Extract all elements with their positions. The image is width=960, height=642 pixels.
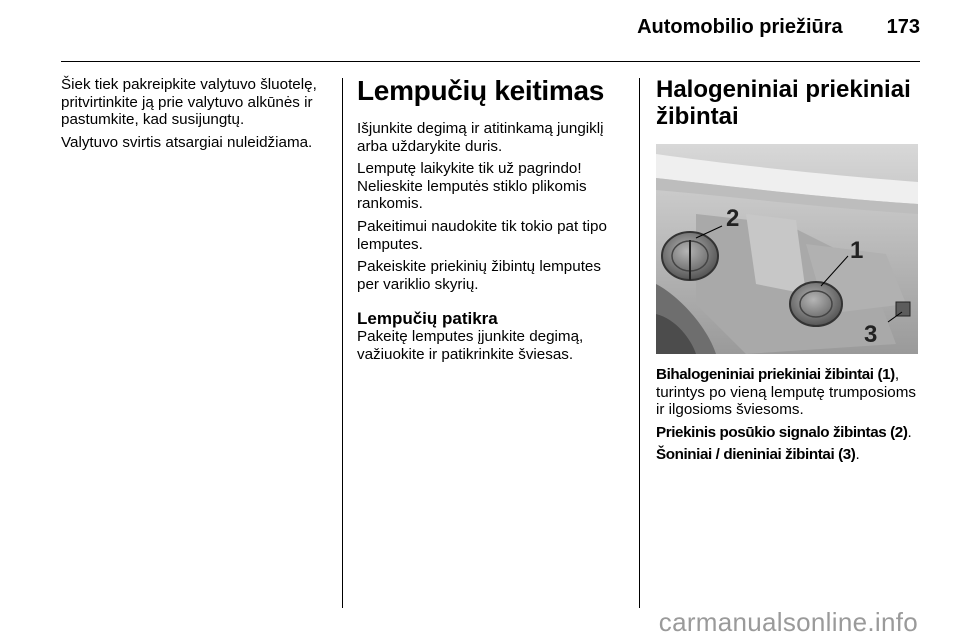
headlamp-photo <box>656 144 918 354</box>
header-rule <box>61 61 920 62</box>
callout-3: 3 <box>864 321 878 348</box>
caption-strong: Bihalogeniniai priekiniai žibintai (1) <box>656 366 895 383</box>
paragraph: Pakeitimui naudokite tik tokio pat tipo lemputes. <box>357 217 607 253</box>
callout-2: 2 <box>726 205 740 232</box>
column-2 <box>357 76 627 369</box>
column-divider-1 <box>342 78 343 608</box>
caption-text: , turintys po vieną lemputę trumposioms ir ilgosioms šviesoms. <box>656 366 916 419</box>
paragraph: Pakeiskite priekinių žibintų lemputes per variklio skyrių. <box>357 258 601 293</box>
caption-item-2 <box>656 424 920 442</box>
sub-heading: Lempučių patikra <box>357 309 498 329</box>
callout-1: 1 <box>850 237 864 264</box>
column-divider-2 <box>639 78 640 608</box>
paragraph: Išjunkite degimą ir atitinkamą jungiklį arba uždarykite duris. <box>357 120 604 155</box>
paragraph: Pakeitę lemputes įjunkite degimą, važiuokite ir patikrinkite šviesas. <box>357 328 584 363</box>
watermark: carmanualsonline.info <box>658 607 918 637</box>
caption-strong: Šoniniai / dieniniai žibintai (3) <box>656 446 856 464</box>
caption-text: . <box>907 423 912 441</box>
caption-text: . <box>855 446 860 464</box>
paragraph: Lemputę laikykite tik už pagrindo! Nelieskite lemputės stiklo plikomis rankomis. <box>357 160 587 213</box>
section-heading: Lempučių keitimas <box>357 75 604 106</box>
column-3 <box>656 76 920 469</box>
caption-strong: Priekinis posūkio signalo žibintas (2) <box>656 423 908 441</box>
paragraph: Valytuvo svirtis atsargiai nuleidžiama. <box>61 133 313 151</box>
section-heading: Halogeniniai priekiniai žibintai <box>656 76 911 130</box>
section-title: Automobilio priežiūra <box>637 16 843 38</box>
page-number: 173 <box>886 16 920 38</box>
paragraph: Šiek tiek pakreipkite valytuvo šluotelę, pritvirtinkite ją prie valytuvo alkūnės ir pastumkite, kad susijungtų. <box>61 76 317 129</box>
caption-item-3 <box>656 446 920 464</box>
running-header <box>0 16 920 48</box>
caption-item-1 <box>656 366 920 419</box>
column-1 <box>61 76 329 156</box>
